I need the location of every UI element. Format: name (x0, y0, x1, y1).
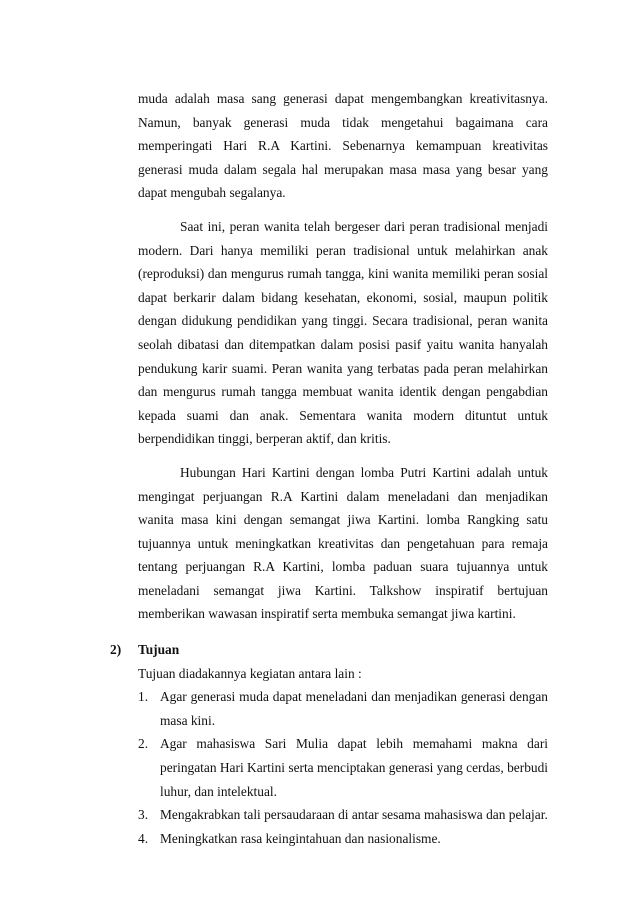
list-item (138, 803, 548, 827)
list-item-text: Meningkatkan rasa keingintahuan dan nasionalisme. (160, 830, 441, 846)
section-intro: Tujuan diadakannya kegiatan antara lain : (138, 665, 362, 681)
paragraph-continuation: muda adalah masa sang generasi dapat mengembangkan kreativitasnya. Namun, banyak generasi muda tidak mengetahui bagaimana cara memperingati Hari R.A Kartini. Sebenarnya kemampuan kreativitas generasi muda dalam segala hal merupakan masa masa yang besar yang dapat mengubah segalanya. (138, 91, 548, 201)
list-item-number: 2. (138, 736, 149, 752)
page-content (110, 87, 548, 850)
list-item-number: 1. (138, 689, 149, 705)
list-item (138, 732, 548, 803)
tujuan-list (138, 685, 548, 850)
list-item-number: 3. (138, 807, 149, 823)
section-number: 2) (110, 642, 122, 658)
list-item-text: Agar generasi muda dapat meneladani dan menjadikan generasi dengan masa kini. (160, 689, 548, 728)
section-title: Tujuan (138, 642, 180, 658)
list-item (138, 685, 548, 732)
paragraph-hubungan-hari-kartini: Hubungan Hari Kartini dengan lomba Putri Kartini adalah untuk mengingat perjuangan R.A Kartini dalam meneladani dan menjadikan wanita masa kini dengan semangat jiwa Kartini. lomba Rangking satu tujuannya untuk meningkatkan kreativitas dan pengetahuan para remaja tentang perjuangan R.A Kartini, lomba paduan suara tujuannya untuk meneladani semangat jiwa Kartini. Talkshow inspiratif bertujuan memberikan wawasan inspiratif serta membuka semangat jiwa kartini. (138, 464, 548, 622)
list-item-number: 4. (138, 830, 149, 846)
list-item-text: Mengakrabkan tali persaudaraan di antar sesama mahasiswa dan pelajar. (160, 807, 548, 823)
section-heading-tujuan (110, 638, 548, 662)
list-item-text: Agar mahasiswa Sari Mulia dapat lebih memahami makna dari peringatan Hari Kartini serta menciptakan generasi yang cerdas, berbudi luhur, dan intelektual. (160, 736, 548, 799)
paragraph-peran-wanita: Saat ini, peran wanita telah bergeser dari peran tradisional menjadi modern. Dari hanya memiliki peran tradisional untuk melahirkan anak (reproduksi) dan mengurus rumah tangga, kini wanita memiliki peran sosial dapat berkarir dalam bidang kesehatan, ekonomi, sosial, maupun politik dengan didukung pendidikan yang tinggi. Secara tradisional, peran wanita seolah dibatasi dan ditempatkan dalam posisi pasif yaitu wanita hanyalah pendukung karir suami. Peran wanita yang terbatas pada peran melahirkan dan mengurus rumah tangga membuat wanita identik dengan pengabdian kepada suami dan anak. Sementara wanita modern dituntut untuk berpendidikan tinggi, berperan aktif, dan kritis. (138, 218, 548, 447)
list-item (138, 827, 548, 851)
